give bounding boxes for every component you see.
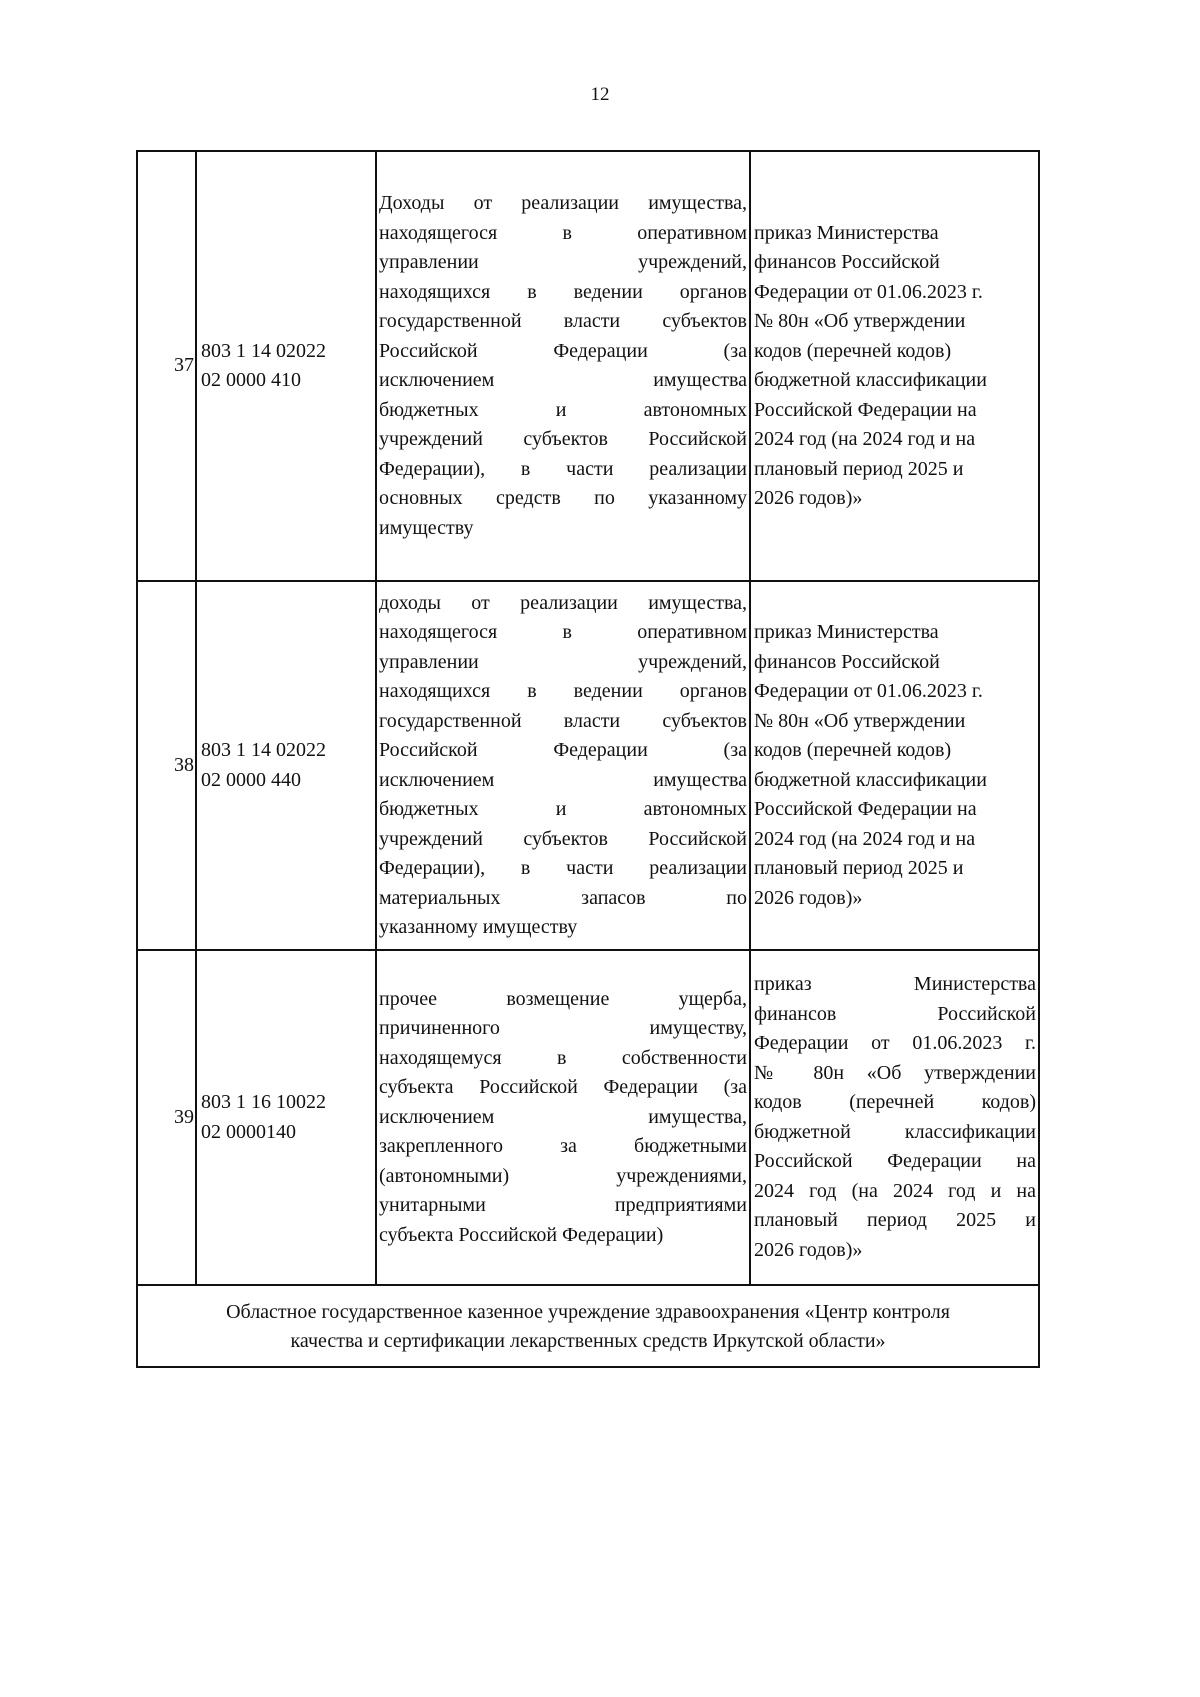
description-line: государственной власти субъектов: [379, 709, 747, 732]
description-line: доходы от реализации имущества,: [379, 591, 747, 614]
basis-line: Федерации от 01.06.2023 г.: [754, 280, 983, 303]
basis-line: кодов (перечней кодов): [754, 1091, 1036, 1113]
description-line: находящемуся в собственности: [379, 1046, 747, 1069]
row-number: 37: [137, 151, 196, 581]
description-line: причиненного имуществу,: [379, 1017, 747, 1040]
legal-basis: [750, 581, 1039, 950]
description-line: бюджетных и автономных: [379, 798, 747, 820]
budget-code-line: 02 0000140: [201, 1120, 296, 1143]
basis-line: финансов Российской: [754, 251, 940, 273]
budget-code-line: 803 1 16 10022: [201, 1091, 326, 1113]
budget-codes-table: [136, 150, 1040, 1368]
description-line: находящихся в ведении органов: [379, 280, 747, 303]
basis-line: № 80н «Об утверждении: [754, 709, 966, 732]
description-line: закрепленного за бюджетными: [379, 1135, 747, 1158]
description-line: имуществу: [379, 516, 474, 539]
description-line: находящихся в ведении органов: [379, 680, 747, 702]
description-line: исключением имущества: [379, 768, 747, 791]
basis-line: Российской Федерации на: [754, 1150, 1036, 1172]
description-line: Российской Федерации (за: [379, 739, 747, 761]
basis-line: № 80н «Об утверждении: [754, 310, 966, 332]
description-line: унитарными предприятиями: [379, 1194, 747, 1217]
basis-line: плановый период 2025 и: [754, 1209, 1036, 1231]
basis-line: приказ Министерства: [754, 221, 939, 244]
basis-line: Федерации от 01.06.2023 г.: [754, 1032, 1036, 1054]
basis-line: бюджетной классификации: [754, 768, 987, 791]
description-line: учреждений субъектов Российской: [379, 428, 747, 450]
basis-line: № 80н «Об утверждении: [754, 1061, 1036, 1084]
budget-code: [196, 151, 376, 581]
legal-basis: [750, 950, 1039, 1285]
basis-line: бюджетной классификации: [754, 1120, 1036, 1143]
description-line: Доходы от реализации имущества,: [379, 192, 747, 214]
page-number: 12: [590, 84, 610, 105]
description-line: исключением имущества: [379, 369, 747, 391]
basis-line: финансов Российской: [754, 650, 940, 673]
institution-heading-line: качества и сертификации лекарственных средств Иркутской области»: [290, 1330, 886, 1352]
description-line: (автономными) учреждениями,: [379, 1164, 747, 1187]
description-line: исключением имущества,: [379, 1105, 747, 1128]
income-description: [376, 581, 750, 950]
basis-line: 2024 год (на 2024 год и на: [754, 1179, 1036, 1202]
income-description: [376, 151, 750, 581]
row-number: 39: [137, 950, 196, 1285]
basis-line: 2026 годов)»: [754, 886, 863, 909]
basis-line: 2026 годов)»: [754, 1238, 863, 1261]
description-line: управлении учреждений,: [379, 251, 747, 273]
basis-line: 2024 год (на 2024 год и на: [754, 827, 976, 850]
basis-line: плановый период 2025 и: [754, 457, 964, 480]
basis-line: 2026 годов)»: [754, 487, 863, 509]
description-line: прочее возмещение ущерба,: [379, 987, 747, 1010]
basis-line: Федерации от 01.06.2023 г.: [754, 680, 983, 702]
description-line: материальных запасов по: [379, 886, 747, 909]
description-line: управлении учреждений,: [379, 650, 747, 673]
institution-heading-line: Областное государственное казенное учреждение здравоохранения «Центр контроля: [226, 1301, 950, 1323]
basis-line: Российской Федерации на: [754, 398, 977, 421]
income-description: [376, 950, 750, 1285]
budget-code: [196, 581, 376, 950]
budget-code-line: 02 0000 440: [201, 768, 301, 791]
table-row: [137, 581, 1039, 950]
description-line: находящегося в оперативном: [379, 621, 747, 643]
institution-heading: [137, 1285, 1039, 1367]
description-line: указанному имуществу: [379, 916, 578, 938]
basis-line: финансов Российской: [754, 1002, 1036, 1025]
basis-line: 2024 год (на 2024 год и на: [754, 428, 976, 450]
basis-line: кодов (перечней кодов): [754, 739, 952, 761]
description-line: государственной власти субъектов: [379, 310, 747, 332]
description-line: учреждений субъектов Российской: [379, 827, 747, 850]
basis-line: Российской Федерации на: [754, 798, 977, 820]
description-line: Российской Федерации (за: [379, 339, 747, 362]
description-line: бюджетных и автономных: [379, 398, 747, 421]
description-line: основных средств по указанному: [379, 487, 747, 509]
basis-line: плановый период 2025 и: [754, 857, 964, 879]
description-line: Федерации), в части реализации: [379, 457, 747, 480]
description-line: находящегося в оперативном: [379, 221, 747, 244]
description-line: субъекта Российской Федерации (за: [379, 1076, 747, 1099]
basis-line: бюджетной классификации: [754, 369, 987, 391]
budget-code-line: 02 0000 410: [201, 369, 301, 391]
basis-line: кодов (перечней кодов): [754, 339, 952, 362]
budget-code-line: 803 1 14 02022: [201, 739, 326, 761]
row-number: 38: [137, 581, 196, 950]
table-row: [137, 151, 1039, 581]
budget-code: [196, 950, 376, 1285]
section-heading-row: [137, 1285, 1039, 1367]
table-row: [137, 950, 1039, 1285]
budget-code-line: 803 1 14 02022: [201, 339, 326, 362]
legal-basis: [750, 151, 1039, 581]
description-line: Федерации), в части реализации: [379, 857, 747, 879]
description-line: субъекта Российской Федерации): [379, 1223, 664, 1246]
basis-line: приказ Министерства: [754, 621, 939, 643]
basis-line: приказ Министерства: [754, 973, 1036, 995]
